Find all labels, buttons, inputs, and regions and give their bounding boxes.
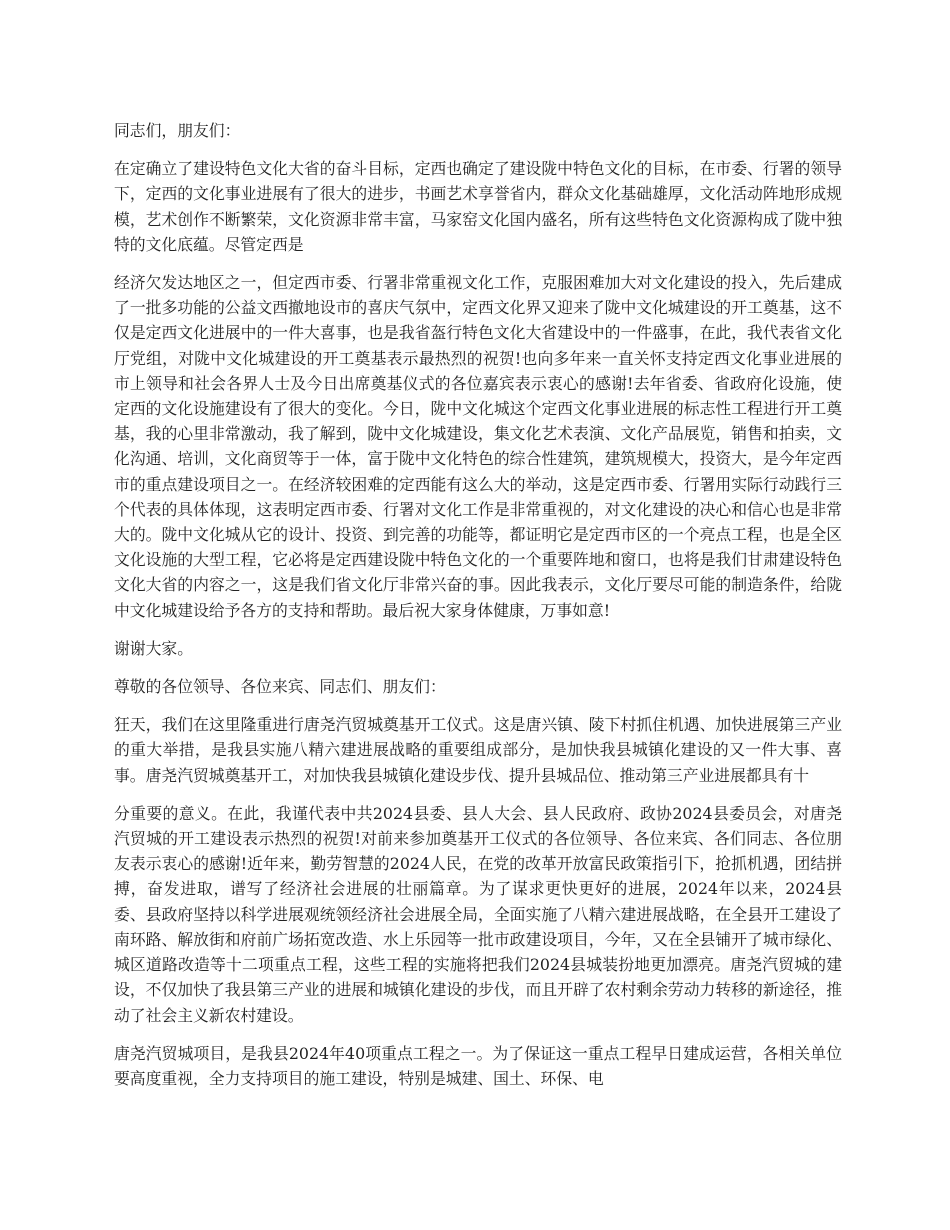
closing-paragraph: 谢谢大家。 [114,638,193,658]
document-body [114,118,842,1091]
greeting-paragraph: 同志们，朋友们： [114,121,241,140]
body-paragraph: 唐尧汽贸城项目，是我县2024年40项重点工程之一。为了保证这一重点工程早日建成运营，各相关单位要高度重视，全力支持项目的施工建设，特别是城建、国土、环保、电 [114,1043,842,1088]
body-paragraph: 在定确立了建设特色文化大省的奋斗目标，定西也确定了建设陇中特色文化的目标，在市委、行署的领导下，定西的文化事业进展有了很大的进步，书画艺术享誉省内，群众文化基础雄厚，文化活动阵地形成规模，艺术创作不断繁荣，文化资源非常丰富，马家窑文化国内盛名，所有这些特色文化资源构成了陇中独特的文化底蕴。尽管定西是 [114,159,842,254]
greeting-paragraph: 尊敬的各位领导、各位来宾、同志们、朋友们： [114,677,446,697]
body-paragraph: 经济欠发达地区之一，但定西市委、行署非常重视文化工作，克服困难加大对文化建设的投入，先后建成了一批多功能的公益文西撤地设市的喜庆气氛中，定西文化界又迎来了陇中文化城建设的开工奠基，这不仅是定西文化进展中的一件大喜事，也是我省盔行特色文化大省建设中的一件盛事，在此，我代表省文化厅党组，对陇中文化城建设的开工奠基表示最热烈的祝贺!也向多年来一直关怀支持定西文化事业进展的市上领导和社会各界人士及今日出席奠基仪式的各位嘉宾表示衷心的感谢!去年省委、省政府化设施，使定西的文化设施建设有了很大的变化。今日，陇中文化城这个定西文化事业进展的标志性工程进行开工奠基，我的心里非常激动，我了解到，陇中文化城建设，集文化艺术表演、文化产品展览，销售和拍卖，文化沟通、培训，文化商贸等于一体，富于陇中文化特色的综合性建筑，建筑规模大，投资大，是今年定西市的重点建设项目之一。在经济较困难的定西能有这么大的举动，这是定西市委、行署用实际行动践行三个代表的具体体现，这表明定西市委、行署对文化工作是非常重视的，对文化建设的决心和信心也是非常大的。陇中文化城从它的设计、投资、到完善的功能等，都证明它是定西市区的一个亮点工程，也是全区文化设施的大型工程，它必将是定西建设陇中特色文化的一个重要阵地和窗口，也将是我们甘肃建设特色文化大省的内容之一，这是我们省文化厅非常兴奋的事。因此我表示，文化厅要尽可能的制造条件，给陇中文化城建设给予各方的支持和帮助。最后祝大家身体健康，万事如意! [114,273,842,620]
body-paragraph: 狂天，我们在这里隆重进行唐尧汽贸城奠基开工仪式。这是唐兴镇、陵下村抓住机遇、加快进展第三产业的重大举措，是我县实施八精六建进展战略的重要组成部分，是加快我县城镇化建设的又一件大事、喜事。唐尧汽贸城奠基开工，对加快我县城镇化建设步伐、提升县城品位、推动第三产业进展都具有十 [114,715,842,785]
body-paragraph: 分重要的意义。在此，我谨代表中共2024县委、县人大会、县人民政府、政协2024县委员会，对唐尧汽贸城的开工建设表示热烈的祝贺!对前来参加奠基开工仪式的各位领导、各位来宾、各们同志、各位朋友表示衷心的感谢!近年来，勤劳智慧的2024人民，在党的改革开放富民政策指引下，抢抓机遇，团结拼搏，奋发进取，谱写了经济社会进展的壮丽篇章。为了谋求更快更好的进展，2024年以来，2024县委、县政府坚持以科学进展观统领经济社会进展全局，全面实施了八精六建进展战略，在全县开工建设了南环路、解放街和府前广场拓宽改造、水上乐园等一批市政建设项目，今年，又在全县铺开了城市绿化、城区道路改造等十二项重点工程，这些工程的实施将把我们2024县城装扮地更加漂亮。唐尧汽贸城的建设，不仅加快了我县第三产业的进展和城镇化建设的步伐，而且开辟了农村剩余劳动力转移的新途径，推动了社会主义新农村建设。 [114,803,842,1025]
